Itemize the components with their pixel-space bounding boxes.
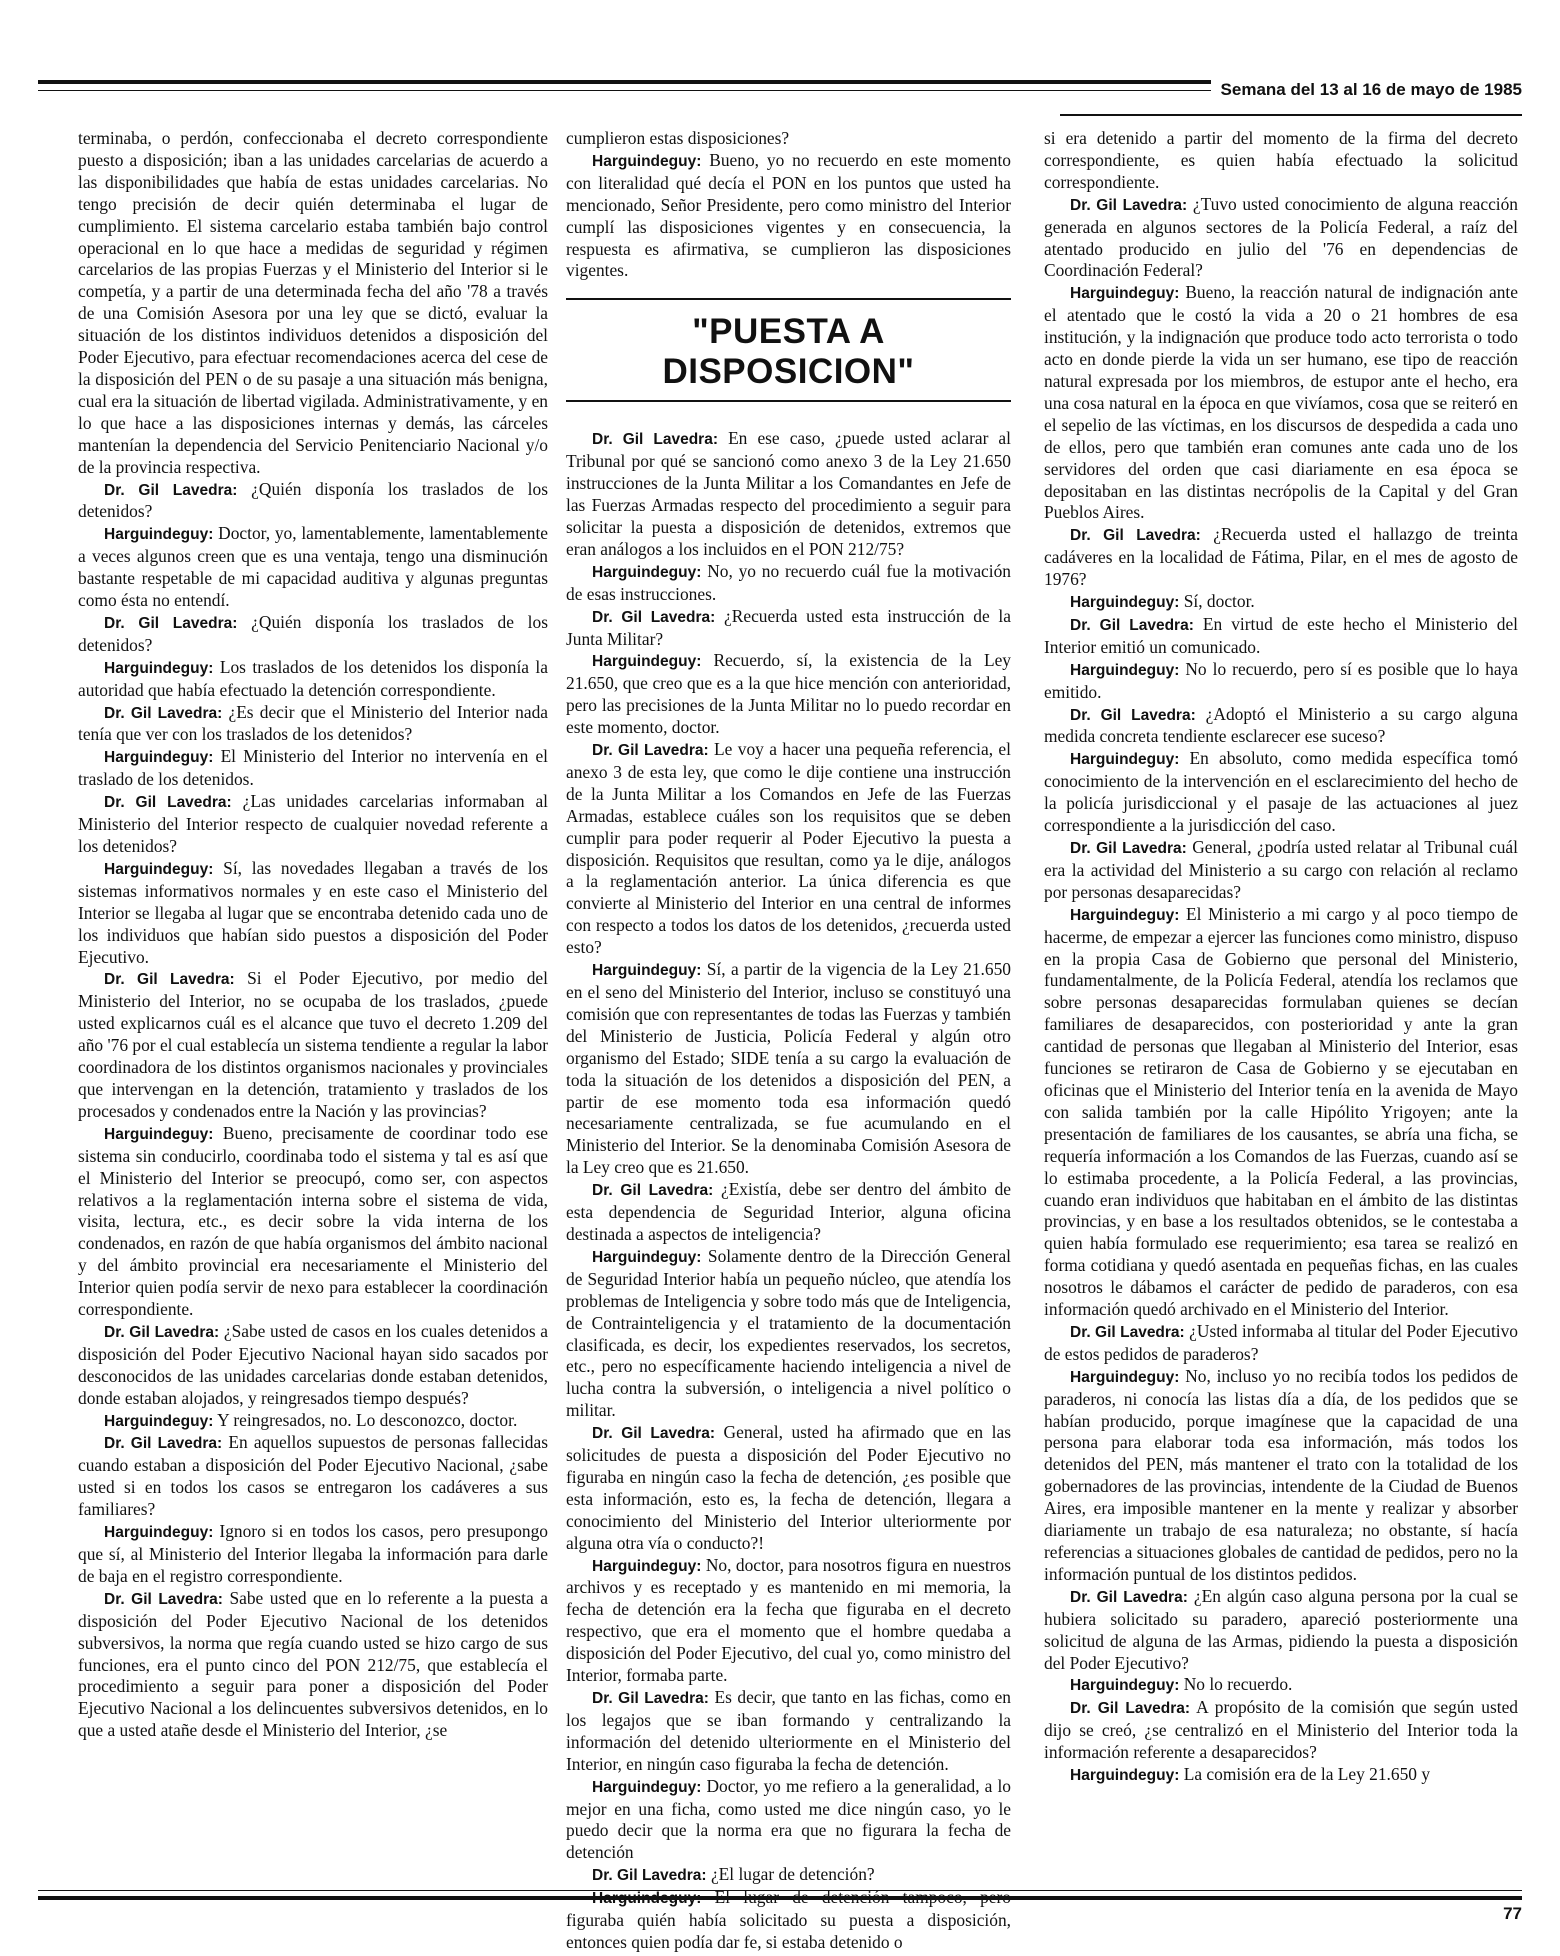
- paragraph: [566, 1687, 1011, 1776]
- paragraph: [1044, 614, 1518, 659]
- speaker-label: Dr. Gil Lavedra:: [592, 608, 716, 626]
- section-heading: [566, 298, 1011, 402]
- speaker-label: Harguindeguy:: [104, 526, 214, 544]
- paragraph: [78, 1321, 548, 1410]
- column-1: [78, 128, 548, 1742]
- speaker-label: Harguindeguy:: [592, 1557, 702, 1575]
- speaker-label: Harguindeguy:: [1070, 594, 1180, 612]
- paragraph-text: En ese caso, ¿puede usted aclarar al Tribunal por qué se sancionó como anexo 3 de la Ley 21.650 instrucciones de la Junta Militar a los Comandantes en Jefe de las Fuerzas Armadas respecto del procedimiento a seguir para solicitar la puesta a disposición de detenidos, extremos que eran análogos a los incluidos en el PON 212/75?: [566, 428, 1011, 559]
- paragraph-text: El Ministerio a mi cargo y al poco tiempo de hacerme, de empezar a ejercer las funciones como ministro, dispuso en la propia Casa de Gobierno que personal del Ministerio, fundamentalmente, de la Policía Federal, atendía los reclamos que sobre personas desaparecidas formulaban quienes se decían familiares de desaparecidos, con posterioridad y ante la gran cantidad de personas que llegaban al Ministerio del Interior, esas funciones se retiraron de Casa de Gobierno y se ejecutaban en oficinas que el Ministerio del Interior tenía en la avenida de Mayo con salida también por la calle Hipólito Yrigoyen; ante la presentación de familiares de los causantes, se abría una ficha, se requería información a los Comandos de las Fuerzas, cuando así se lo estimaba procedente, a la Policía Federal, a las provincias, cuando eran individuos que habitaban en el ámbito de las distintas provincias, y en base a los resultados obtenidos, se le contestaba a quien había formulado ese requerimiento; esa tarea se realizó en forma cotidiana y quedó asentada en pequeñas fichas, en las cuales nosotros le dábamos el carácter de pedido de paraderos, con esa información quedó archivado en el Ministerio del Interior.: [1044, 903, 1518, 1320]
- paragraph: [1044, 1764, 1518, 1787]
- paragraph: [1044, 748, 1518, 837]
- paragraph: [1044, 837, 1518, 904]
- speaker-label: Dr. Gil Lavedra:: [1070, 1700, 1191, 1718]
- paragraph-text: Le voy a hacer una pequeña referencia, el anexo 3 de esta ley, que como le dije contiene una instrucción de la Junta Militar a los Comandos en Jefe de las Fuerzas Armadas, establece cuáles son los requisitos que se deben cumplir para poder requerir al Poder Ejecutivo la puesta a disposición. Requisitos que resultan, como ya le dije, análogos a la reglamentación anterior. La única diferencia es que convierte al Ministerio del Interior en una central de informes con respecto a todos los datos de los detenidos, ¿recuerda usted esto?: [566, 739, 1011, 958]
- paragraph: [78, 479, 548, 524]
- speaker-label: Dr. Gil Lavedra:: [592, 1690, 709, 1707]
- speaker-label: Harguindeguy:: [592, 962, 702, 980]
- speaker-label: Dr. Gil Lavedra:: [1070, 527, 1201, 545]
- paragraph: [1044, 904, 1518, 1321]
- paragraph-text: ¿Recuerda usted esta instrucción de la Junta Militar?: [566, 605, 1011, 649]
- speaker-label: Harguindeguy:: [1070, 661, 1180, 679]
- column-2: [566, 128, 1011, 1954]
- paragraph: [566, 150, 1011, 282]
- paragraph-text: ¿Quién disponía los traslados de los detenidos?: [78, 478, 548, 522]
- paragraph-text: ¿Es decir que el Ministerio del Interior nada tenía que ver con los traslados de los detenidos?: [78, 701, 549, 745]
- paragraph-text: ¿Existía, debe ser dentro del ámbito de esta dependencia de Seguridad Interior, alguna oficina destinada a aspectos de inteligencia?: [566, 1179, 1011, 1244]
- paragraph-text: Si el Poder Ejecutivo, por medio del Ministerio del Interior, no se ocupaba de los traslados, ¿puede usted explicarnos cuál es el alcance que tuvo el decreto 1.209 del año '76 por el cual establecía un sistema tendiente a regular la labor coordinadora de los distintos organismos nacionales y provinciales que intervengan en la detención, tratamiento y traslados de los procesados y condenados entre la Nación y las provincias?: [78, 968, 548, 1121]
- paragraph: [566, 1555, 1011, 1687]
- paragraph-text: Bueno, yo no recuerdo en este momento con literalidad qué decía el PON en los puntos que usted ha mencionado, Señor Presidente, pero como ministro del Interior cumplí las disposiciones vigentes y en consecuencia, la respuesta es afirmativa, se cumplieron las disposiciones vigentes.: [566, 149, 1011, 281]
- paragraph-text: Ignoro si en todos los casos, pero presupongo que sí, al Ministerio del Interior llegaba la información para darle de baja en el registro correspondiente.: [78, 1521, 548, 1586]
- paragraph-text: La comisión era de la Ley 21.650 y: [1183, 1764, 1431, 1785]
- paragraph-text: A propósito de la comisión que según usted dijo se creó, ¿se centralizó en el Ministerio del Interior toda la información referente a desaparecidos?: [1044, 1697, 1518, 1763]
- paragraph: [566, 1776, 1011, 1865]
- speaker-label: Dr. Gil Lavedra:: [1070, 840, 1187, 857]
- paragraph: [566, 1422, 1011, 1554]
- paragraph: [566, 606, 1011, 651]
- issue-date: Semana del 13 al 16 de mayo de 1985: [1211, 80, 1522, 100]
- paragraph-text: Doctor, yo me refiero a la generalidad, a lo mejor en una ficha, como usted me dice ningún caso, yo le puedo decir que la norma era que no figurara la fecha de detención: [566, 1775, 1012, 1863]
- paragraph: [78, 791, 548, 858]
- paragraph: [78, 858, 548, 969]
- speaker-label: Harguindeguy:: [592, 563, 702, 581]
- speaker-label: Dr. Gil Lavedra:: [104, 794, 232, 812]
- paragraph-text: ¿Las unidades carcelarias informaban al Ministerio del Interior respecto de cualquier novedad referente a los detenidos?: [78, 791, 548, 856]
- paragraph-text: Es decir, que tanto en las fichas, como en los legajos que se iban formando y centralizando la información del detenido ulteriormente en el Ministerio del Interior, en ningún caso figuraba la fecha de detención.: [566, 1687, 1011, 1774]
- paragraph-text: No, incluso yo no recibía todos los pedidos de paraderos, ni conocía las listas día a día, de los pedidos que se habían producido, porque imagínese que la capacidad de una persona para elaborar toda esa información, más todos los detenidos del PEN, más mantener el trato con la totalidad de los gobernadores de las provincias, intendente de la Ciudad de Buenos Aires, era imposible mantener en la mente y realizar y absorber diariamente un trabajo de esa naturaleza; no obstante, sí hacía referencias a situaciones globales de cantidad de pedidos, pero no la información puntual de los distintos pedidos.: [1044, 1365, 1518, 1584]
- paragraph-text: Sí, doctor.: [1183, 591, 1255, 612]
- speaker-label: Harguindeguy:: [104, 749, 214, 767]
- paragraph: [566, 128, 1011, 150]
- paragraph: [566, 1864, 1011, 1887]
- paragraph: [78, 702, 548, 747]
- paragraph: [78, 1588, 548, 1742]
- speaker-label: Harguindeguy:: [1070, 906, 1180, 924]
- speaker-label: Dr. Gil Lavedra:: [1070, 706, 1196, 724]
- paragraph-text: No, yo no recuerdo cuál fue la motivación de esas instrucciones.: [566, 560, 1011, 604]
- speaker-label: Harguindeguy:: [1070, 1677, 1180, 1695]
- paragraph-text: En absoluto, como medida específica tomó conocimiento de la intervención en el esclarecimiento del hecho de la policía jurisdiccional y el pasaje de las actuaciones al juez correspondiente a la jurisdicción del caso.: [1044, 748, 1518, 836]
- page-number: 77: [1503, 1904, 1522, 1923]
- paragraph-text: El Ministerio del Interior no intervenía en el traslado de los detenidos.: [78, 746, 548, 790]
- speaker-label: Harguindeguy:: [592, 152, 702, 170]
- speaker-label: Dr. Gil Lavedra:: [592, 1867, 707, 1885]
- bottom-rule-thin: [38, 1890, 1522, 1891]
- paragraph-text: Sabe usted que en lo referente a la puesta a disposición del Poder Ejecutivo Nacional de los detenidos subversivos, la norma que regía cuando usted se hizo cargo de sus funciones, era el punto cinco del PON 212/75, que establecía el procedimiento a seguir para poner a disposición del Poder Ejecutivo Nacional a los delincuentes subversivos detenidos, en lo que a usted atañe desde el Ministerio del Interior, ¿se: [78, 1587, 548, 1741]
- speaker-label: Dr. Gil Lavedra:: [104, 704, 223, 722]
- paragraph: [566, 561, 1011, 606]
- speaker-label: Harguindeguy:: [104, 1125, 214, 1143]
- speaker-label: Dr. Gil Lavedra:: [104, 1435, 223, 1453]
- speaker-label: Dr. Gil Lavedra:: [1070, 616, 1194, 634]
- speaker-label: Dr. Gil Lavedra:: [1070, 1588, 1188, 1606]
- paragraph: [566, 428, 1011, 560]
- speaker-label: Harguindeguy:: [104, 1524, 214, 1542]
- paragraph-text: Sí, a partir de la vigencia de la Ley 21.650 en el seno del Ministerio del Interior, incluso se constituyó una comisión que con representantes de todas las Fuerzas y también del Ministerio de Justicia, Policía Federal y algún otro organismo del Estado; SIDE tenía a su cargo la evaluación de toda la situación de los detenidos a disposición del PEN, a partir de ese momento toda esa información quedó necesariamente centralizada, se fue acumulando en el Ministerio del Interior. Se la denominaba Comisión Asesora de la Ley creo que es 21.650.: [566, 959, 1011, 1178]
- paragraph-text: No lo recuerdo.: [1183, 1674, 1293, 1695]
- paragraph: [566, 650, 1011, 739]
- bottom-rule-thick: [38, 1896, 1522, 1900]
- speaker-label: Dr. Gil Lavedra:: [104, 1590, 223, 1608]
- speaker-label: Harguindeguy:: [104, 1412, 214, 1430]
- paragraph-text: Recuerdo, sí, la existencia de la Ley 21.650, que creo que es a la que hice mención con anterioridad, pero las precisiones de la Junta Militar no lo puedo recordar en este momento, doctor.: [566, 650, 1011, 738]
- paragraph-text: Bueno, la reacción natural de indignación ante el atentado que le costó la vida a 20 o 21 hombres de esa institución, y la indignación que produce todo acto terrorista o todo acto en donde pierde la vida un ser humano, ese tipo de reacción natural expresada por los miembros, de estupor ante el hecho, era una cosa natural en la época en que vivíamos, cosa que se reiteró en el sepelio de las víctimas, en los discursos de despedida a cada uno de ellos, pero que también eran comunes ante cada uno de los servidores del orden que casi diariamente en esa época se depositaban en las distintas necrópolis de la Capital y del Gran Pueblos Aires.: [1044, 282, 1518, 523]
- paragraph: [1044, 1674, 1518, 1697]
- paragraph-text: En virtud de este hecho el Ministerio del Interior emitió un comunicado.: [1044, 613, 1518, 657]
- paragraph-text: ¿Adoptó el Ministerio a su cargo alguna medida concreta tendiente esclarecer ese suceso?: [1044, 703, 1518, 747]
- paragraph: [566, 739, 1011, 959]
- paragraph-text: ¿Sabe usted de casos en los cuales detenidos a disposición del Poder Ejecutivo Nacional hayan sido sacados por desconocidos de las unidades carcelarias donde estaban detenidos, donde estaban alojados, y reingresados tiempo después?: [78, 1320, 548, 1408]
- paragraph-text: General, ¿podría usted relatar al Tribunal cuál era la actividad del Ministerio a su cargo con relación al reclamo por personas desaparecidas?: [1044, 837, 1518, 902]
- paragraph-text: No lo recuerdo, pero sí es posible que lo haya emitido.: [1044, 658, 1518, 702]
- speaker-label: Harguindeguy:: [592, 1778, 702, 1796]
- speaker-label: Dr. Gil Lavedra:: [1070, 1323, 1185, 1341]
- paragraph-text: General, usted ha afirmado que en las solicitudes de puesta a disposición del Poder Ejecutivo no figuraba en ningún caso la fecha de detención, ¿es posible que esta información, esto es, la fecha de detención, llegara a conocimiento del Ministerio del Interior ulteriormente por alguna otra vía o conducto?!: [566, 1422, 1011, 1553]
- paragraph: [78, 1410, 548, 1433]
- paragraph-text: Los traslados de los detenidos los disponía la autoridad que había efectuado la detención correspondiente.: [78, 656, 548, 700]
- paragraph-text: No, doctor, para nosotros figura en nuestros archivos y es receptado y es mantenido en mi memoria, la fecha de detención era la fecha que figuraba en el decreto respectivo, que era el momento que el hombre quedaba a disposición del Poder Ejecutivo, del cual yo, como ministro del Interior, formaba parte.: [566, 1554, 1011, 1686]
- speaker-label: Harguindeguy:: [104, 659, 214, 677]
- paragraph-text: En aquellos supuestos de personas fallecidas cuando estaban a disposición del Poder Ejecutivo Nacional, ¿sabe usted si en todos los casos se entregaron los cadáveres a sus familiares?: [78, 1432, 548, 1520]
- paragraph-text: si era detenido a partir del momento de la firma del decreto correspondiente, es quien había efectuado la solicitud correspondiente.: [1044, 128, 1518, 192]
- paragraph: [566, 1179, 1011, 1246]
- paragraph-text: ¿Quién disponía los traslados de los detenidos?: [78, 611, 548, 655]
- speaker-label: Harguindeguy:: [1070, 1368, 1180, 1386]
- paragraph-text: ¿El lugar de detención?: [710, 1864, 875, 1885]
- column-3: [1044, 128, 1518, 1787]
- speaker-label: Dr. Gil Lavedra:: [592, 1182, 714, 1200]
- paragraph-text: Y reingresados, no. Lo desconozco, doctor.: [217, 1409, 518, 1430]
- paragraph-text: ¿Tuvo usted conocimiento de alguna reacción generada en algunos sectores de la Policía Federal, a raíz del atentado producido en julio del '76 en dependencias de Coordinación Federal?: [1044, 193, 1519, 281]
- speaker-label: Dr. Gil Lavedra:: [592, 742, 709, 760]
- speaker-label: Harguindeguy:: [104, 860, 214, 878]
- paragraph-text: figuraba quién había solicitado su puesta a disposición, entonces quien podía dar fe, si estaba detenido o: [566, 1910, 1011, 1952]
- paragraph: [78, 657, 548, 702]
- paragraph-text: Doctor, yo, lamentablemente, lamentablemente a veces algunos creen que es una ventaja, tengo una disminución bastante respetable de mi capacidad auditiva y algunas preguntas como ésta no entendí.: [78, 523, 548, 611]
- speaker-label: Harguindeguy:: [592, 1248, 702, 1266]
- paragraph-text: Sí, las novedades llegaban a través de los sistemas informativos normales y en este caso el Ministerio del Interior se llegaba al lugar que se encontraba detenido cada uno de los individuos que habían sido puestos a disposición del Poder Ejecutivo.: [78, 857, 548, 967]
- paragraph-text: Bueno, precisamente de coordinar todo ese sistema sin conducirlo, coordinaba todo el sistema y tal es así que el Ministerio del Interior se preocupó, como ser, con aspectos relativos a la reglamentación interna sobre el sistema de vida, visita, lectura, etc., es decir sobre la vida interna de los condenados, en razón de que había organismos del ámbito nacional y del ámbito provincial era necesariamente el Ministerio del Interior quien podía servir de nexo para establecer la coordinación correspondiente.: [78, 1122, 548, 1320]
- paragraph-text: ¿Usted informaba al titular del Poder Ejecutivo de estos pedidos de paraderos?: [1044, 1320, 1519, 1364]
- speaker-label: Dr. Gil Lavedra:: [104, 614, 238, 632]
- speaker-label: Harguindeguy:: [592, 653, 702, 671]
- speaker-label: Harguindeguy:: [1070, 285, 1180, 303]
- speaker-label: Dr. Gil Lavedra:: [592, 1425, 715, 1443]
- paragraph-text: terminaba, o perdón, confeccionaba el decreto correspondiente puesto a disposición; iban a las unidades carcelarias de acuerdo a las disponibilidades que había de estas unidades carcelarias. No tengo precisión de decir quién determinaba el lugar de cumplimiento. El sistema carcelario estaba también bajo control operacional en lo que hace a medidas de seguridad y régimen carcelarios de las propias Fuerzas y el Ministerio del Interior si le competía, y a partir de una determinada fecha del año '78 a través de una Comisión Asesora por una ley que se dictó, evaluar la situación de los distintos individuos detenidos a disposición del Poder Ejecutivo, para efectuar recomendaciones acerca del cese de la disposición del PEN o de su pasaje a una situación más benigna, cual era la situación de libertad vigilada. Administrativamente, y en lo que hace a las disposiciones internas y demás, las cárceles mantenían la dependencia del Servicio Penitenciario Nacional y/o de la provincia respectiva.: [78, 128, 548, 477]
- paragraph: [78, 612, 548, 657]
- paragraph: [78, 523, 548, 612]
- paragraph-text: ¿Recuerda usted el hallazgo de treinta cadáveres en la localidad de Fátima, Pilar, en el mes de agosto de 1976?: [1044, 524, 1518, 590]
- paragraph-text: cumplieron estas disposiciones?: [566, 128, 790, 148]
- paragraph: [1044, 128, 1518, 194]
- paragraph: [1044, 1366, 1518, 1586]
- paragraph: [1044, 1697, 1518, 1764]
- paragraph: [78, 128, 548, 479]
- speaker-label: Dr. Gil Lavedra:: [1070, 196, 1188, 214]
- speaker-label: Harguindeguy:: [1070, 1767, 1180, 1785]
- speaker-label: Dr. Gil Lavedra:: [104, 481, 238, 499]
- paragraph: [1044, 659, 1518, 704]
- paragraph: [1044, 524, 1518, 591]
- paragraph: [566, 1246, 1011, 1422]
- speaker-label: Dr. Gil Lavedra:: [104, 1323, 220, 1341]
- paragraph: [1044, 1321, 1518, 1366]
- speaker-label: Dr. Gil Lavedra:: [104, 971, 235, 989]
- paragraph: [78, 1521, 548, 1588]
- paragraph: [78, 968, 548, 1122]
- paragraph: [566, 959, 1011, 1179]
- paragraph-text: ¿En algún caso alguna persona por la cual se hubiera solicitado su paradero, apareció posteriormente una solicitud de alguna de las Armas, pidiendo la puesta a disposición del Poder Ejecutivo?: [1044, 1585, 1518, 1673]
- paragraph: [78, 746, 548, 791]
- section-title: "PUESTA A DISPOSICION": [662, 312, 915, 392]
- paragraph: [1044, 282, 1518, 524]
- speaker-label: Dr. Gil Lavedra:: [592, 431, 718, 449]
- paragraph: [1044, 194, 1518, 283]
- speaker-label: Harguindeguy:: [1070, 751, 1180, 769]
- paragraph: [1044, 591, 1518, 614]
- paragraph: [78, 1432, 548, 1521]
- date-underline: [1060, 114, 1522, 116]
- paragraph: [78, 1123, 548, 1321]
- paragraph: [1044, 704, 1518, 749]
- paragraph-text: Solamente dentro de la Dirección General de Seguridad Interior había un pequeño núcleo, que atendía los problemas de Inteligencia y sobre todo más que de Inteligencia, de Contrainteligencia y el tratamiento de la documentación clasificada, es decir, los expedientes reservados, los secretos, etc., pero no específicamente haciendo inteligencia a nivel de lucha contra la subversión, o inteligencia a nivel político o militar.: [566, 1245, 1011, 1421]
- paragraph: [1044, 1586, 1518, 1675]
